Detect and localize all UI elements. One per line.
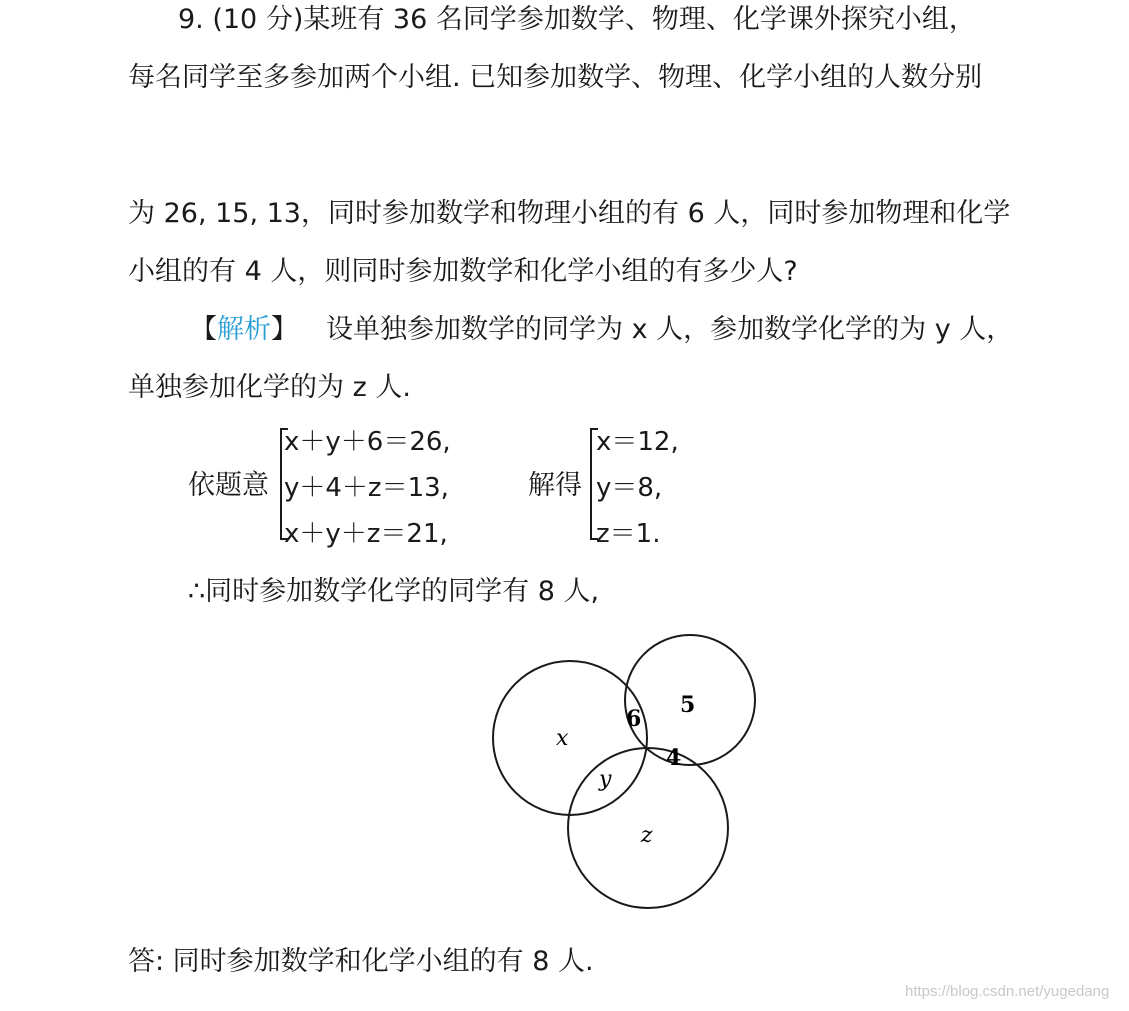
venn-label-y: y bbox=[599, 767, 612, 792]
analysis-tag-open: 【 bbox=[190, 314, 217, 345]
system-equation-3: x＋y＋z＝21, bbox=[284, 519, 448, 549]
solution-intro-line-2: 单独参加化学的为 z 人. bbox=[128, 372, 411, 403]
solution-intro-text: 设单独参加数学的同学为 x 人，参加数学化学的为 y 人， bbox=[326, 314, 1014, 345]
question-line-3: 为 26, 15, 13，同时参加数学和物理小组的有 6 人，同时参加物理和化学 bbox=[128, 198, 1011, 229]
venn-label-z: z bbox=[641, 823, 653, 848]
question-line-2: 每名同学至多参加两个小组. 已知参加数学、物理、化学小组的人数分别 bbox=[128, 62, 983, 93]
venn-label-4: 4 bbox=[666, 745, 682, 771]
conclusion-line: ∴同时参加数学化学的同学有 8 人, bbox=[188, 576, 600, 607]
system-equation-1: x＋y＋6＝26, bbox=[284, 427, 451, 457]
math-circle bbox=[493, 661, 647, 815]
question-line-4: 小组的有 4 人，则同时参加数学和化学小组的有多少人? bbox=[128, 256, 798, 287]
result-equation-2: y＝8, bbox=[596, 473, 663, 503]
venn-label-x: x bbox=[556, 726, 569, 751]
system-equation-2: y＋4＋z＝13, bbox=[284, 473, 449, 503]
venn-label-5: 5 bbox=[680, 692, 696, 718]
result-equation-3: z＝1. bbox=[596, 519, 661, 549]
answer-line: 答: 同时参加数学和化学小组的有 8 人. bbox=[128, 946, 594, 977]
venn-label-6: 6 bbox=[626, 706, 642, 732]
venn-diagram bbox=[470, 620, 770, 920]
system-label: 依题意 bbox=[188, 470, 269, 501]
analysis-tag-close: 】 bbox=[271, 314, 298, 345]
solve-label: 解得 bbox=[528, 470, 582, 501]
solution-intro-line-1 bbox=[190, 312, 1013, 348]
result-equation-1: x＝12, bbox=[596, 427, 679, 457]
question-line-1: 9. (10 分)某班有 36 名同学参加数学、物理、化学课外探究小组， bbox=[178, 4, 976, 35]
watermark: https://blog.csdn.net/yugedang bbox=[905, 983, 1110, 1000]
analysis-tag: 解析 bbox=[217, 314, 271, 345]
